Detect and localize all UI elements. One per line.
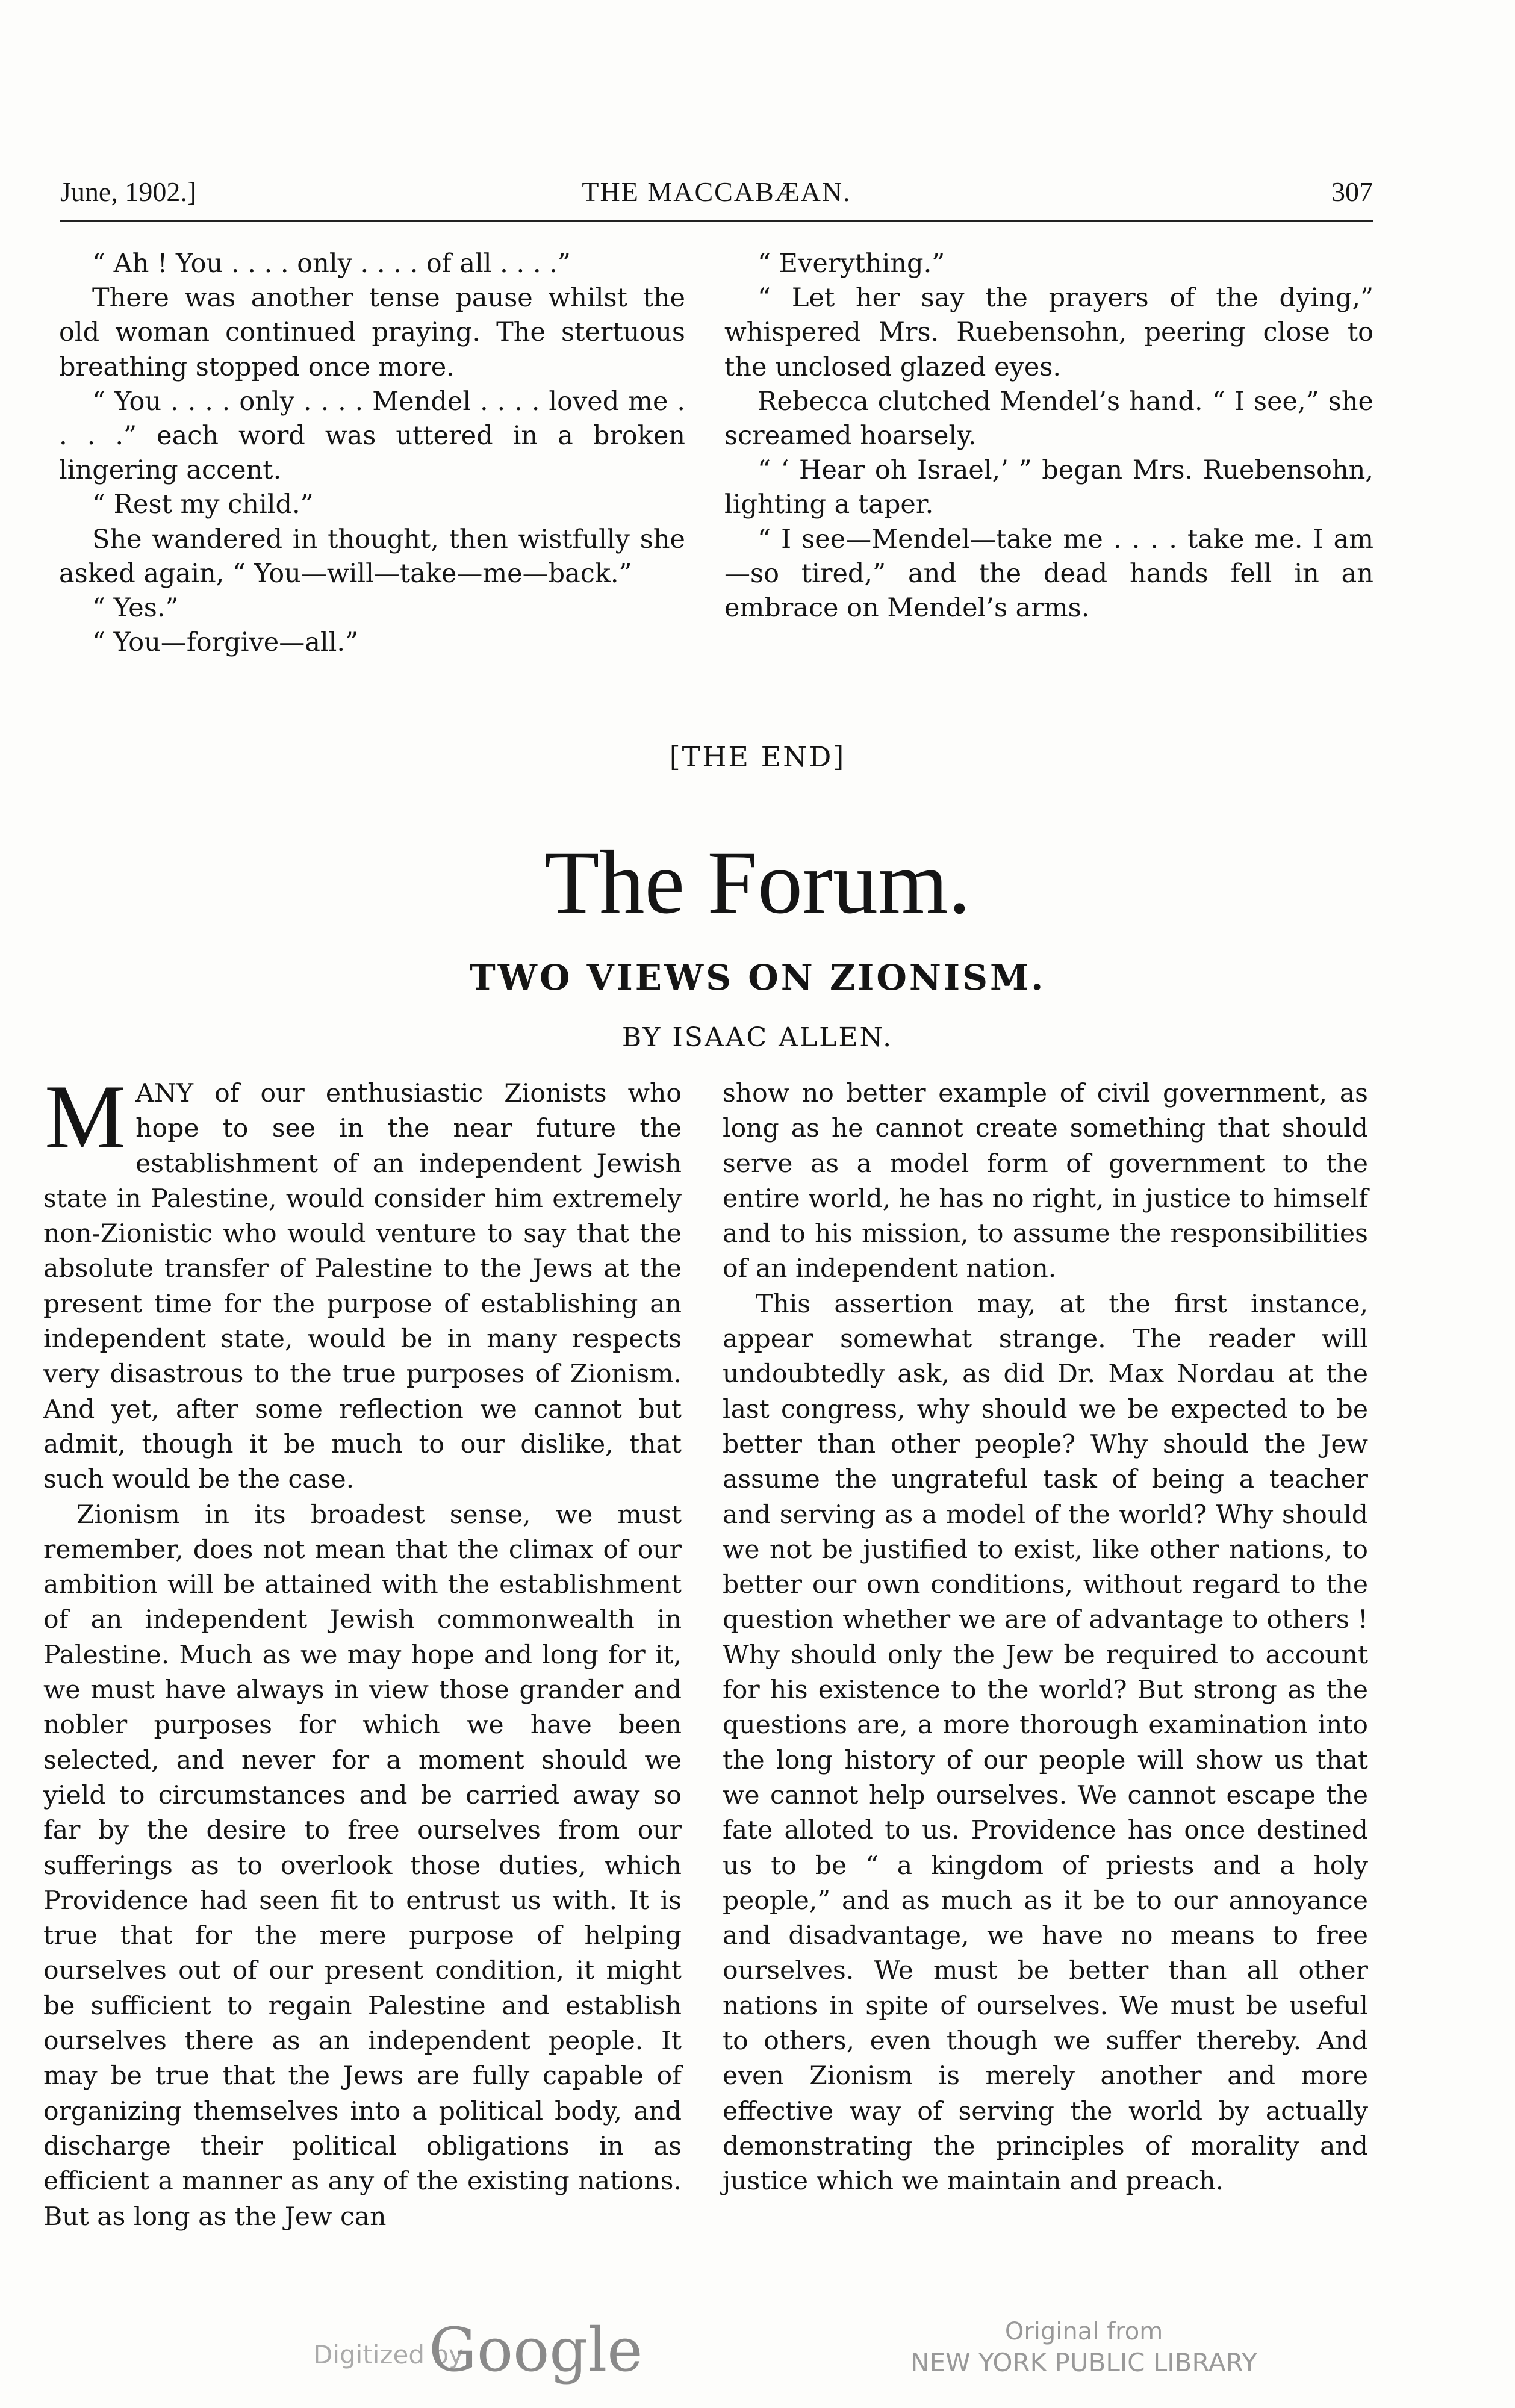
story-left-column <box>59 247 685 660</box>
running-header <box>60 176 1373 212</box>
article-title: TWO VIEWS ON ZIONISM. <box>469 957 1046 998</box>
section-title: The Forum. <box>544 833 971 932</box>
library-name: NEW YORK PUBLIC LIBRARY <box>910 2348 1257 2377</box>
story-paragraph: “ Rest my child.” <box>92 489 314 520</box>
header-rule <box>60 220 1373 222</box>
story-paragraph: “ Yes.” <box>92 593 179 624</box>
library-credit <box>843 2318 1325 2377</box>
article-paragraph: This assertion may, at the first instance, appear somewhat strange. The reader will undoubtedly ask, as did Dr. Max Nordau at the last congress, why should we be expected to be better than other people? Why should the Jew assume the ungrateful task of being a teacher and serving as a model of the world? Why should we not be justified to exist, like other nations, to better our own conditions, without regard to the question whether we are of advantage to others ! Why should only the Jew be required to account for his existence to the world? But strong as the questions are, a more thorough examination into the long history of our people will show us that we cannot help ourselves. We cannot escape the fate alloted to us. Providence has once destined us to be “ a kingdom of priests and a holy people,” and as much as it be to our annoyance and disadvantage, we have no means to free ourselves. We must be better than all other nations in spite of ourselves. We must be useful to others, even though we suffer thereby. And even Zionism is merely another and more effective way of serving the world by actually demonstrating the principles of morality and justice which we maintain and preach. <box>723 1289 1368 2197</box>
issue-date: June, 1902.] <box>60 176 197 207</box>
story-paragraph: “ Ah ! You . . . . only . . . . of all . . . .” <box>92 249 571 279</box>
article-paragraph: show no better example of civil government, as long as he cannot create something that should serve as a model form of government to the entire world, he has no right, in justice to himself and to his mission, to assume the responsibilities of an independent nation. <box>723 1079 1368 1284</box>
story-paragraph: There was another tense pause whilst the old woman continued praying. The stertuous breathing stopped once more. <box>59 283 685 382</box>
article-byline: BY ISAAC ALLEN. <box>621 1022 894 1053</box>
journal-title: THE MACCABÆAN. <box>582 176 851 207</box>
story-paragraph: “ Let her say the prayers of the dying,” whispered Mrs. Ruebensohn, peering close to the unclosed glazed eyes. <box>724 283 1373 382</box>
story-paragraph: Rebecca clutched Mendel’s hand. “ I see,” she screamed hoarsely. <box>724 386 1373 452</box>
drop-cap: M <box>45 1066 126 1167</box>
google-logo: Google <box>429 2315 643 2385</box>
story-right-column <box>724 247 1373 625</box>
story-paragraph: “ ‘ Hear oh Israel,’ ” began Mrs. Ruebensohn, lighting a taper. <box>724 455 1373 520</box>
article-right-column <box>723 1076 1368 2200</box>
story-paragraph: “ Everything.” <box>758 249 945 279</box>
story-paragraph: “ You—forgive—all.” <box>92 627 359 658</box>
page-number: 307 <box>1331 176 1373 207</box>
article-paragraph: Zionism in its broadest sense, we must remember, does not mean that the climax of our ambition will be attained with the establishment of an independent Jewish commonwealth in Palestine. Much as we may hope and long for it, we must have always in view those grander and nobler purposes for which we have been selected, and never for a moment should we yield to circumstances and be carried away so far by the desire to free ourselves from our sufferings as to overlook those duties, which Providence had seen fit to entrust us with. It is true that for the mere purpose of helping ourselves out of our present condition, it might be sufficient to regain Palestine and establish ourselves there as an independent people. It may be true that the Jews are fully capable of organizing themselves into a political body, and discharge their political obligations in as efficient a manner as any of the existing nations. But as long as the Jew can <box>43 1500 682 2232</box>
story-paragraph: She wandered in thought, then wistfully she asked again, “ You—will—take—me—back.” <box>59 524 685 589</box>
original-from-label: Original from <box>1004 2318 1163 2345</box>
article-left-column <box>43 1066 682 2235</box>
story-paragraph: “ You . . . . only . . . . Mendel . . . . loved me . . . .” each word was uttered in a broken lingering accent. <box>59 386 685 486</box>
article-opening-paragraph <box>43 1066 682 1498</box>
end-mark: [THE END] <box>669 740 846 773</box>
story-paragraph: “ I see—Mendel—take me . . . . take me. I am—so tired,” and the dead hands fell in an embrace on Mendel’s arms. <box>724 524 1373 624</box>
opening-text: ANY of our enthusiastic Zionists who hope to see in the near future the establishment of an independent Jewish state in Palestine, would consider him extremely non-Zionistic who would venture to say that the absolute transfer of Palestine to the Jews at the present time for the purpose of establishing an independent state, would be in many respects very disastrous to the true purposes of Zionism. And yet, after some reflection we cannot but admit, though it be much to our dislike, that such would be the case. <box>43 1079 682 1495</box>
digitized-label: Digitized by <box>313 2340 464 2369</box>
